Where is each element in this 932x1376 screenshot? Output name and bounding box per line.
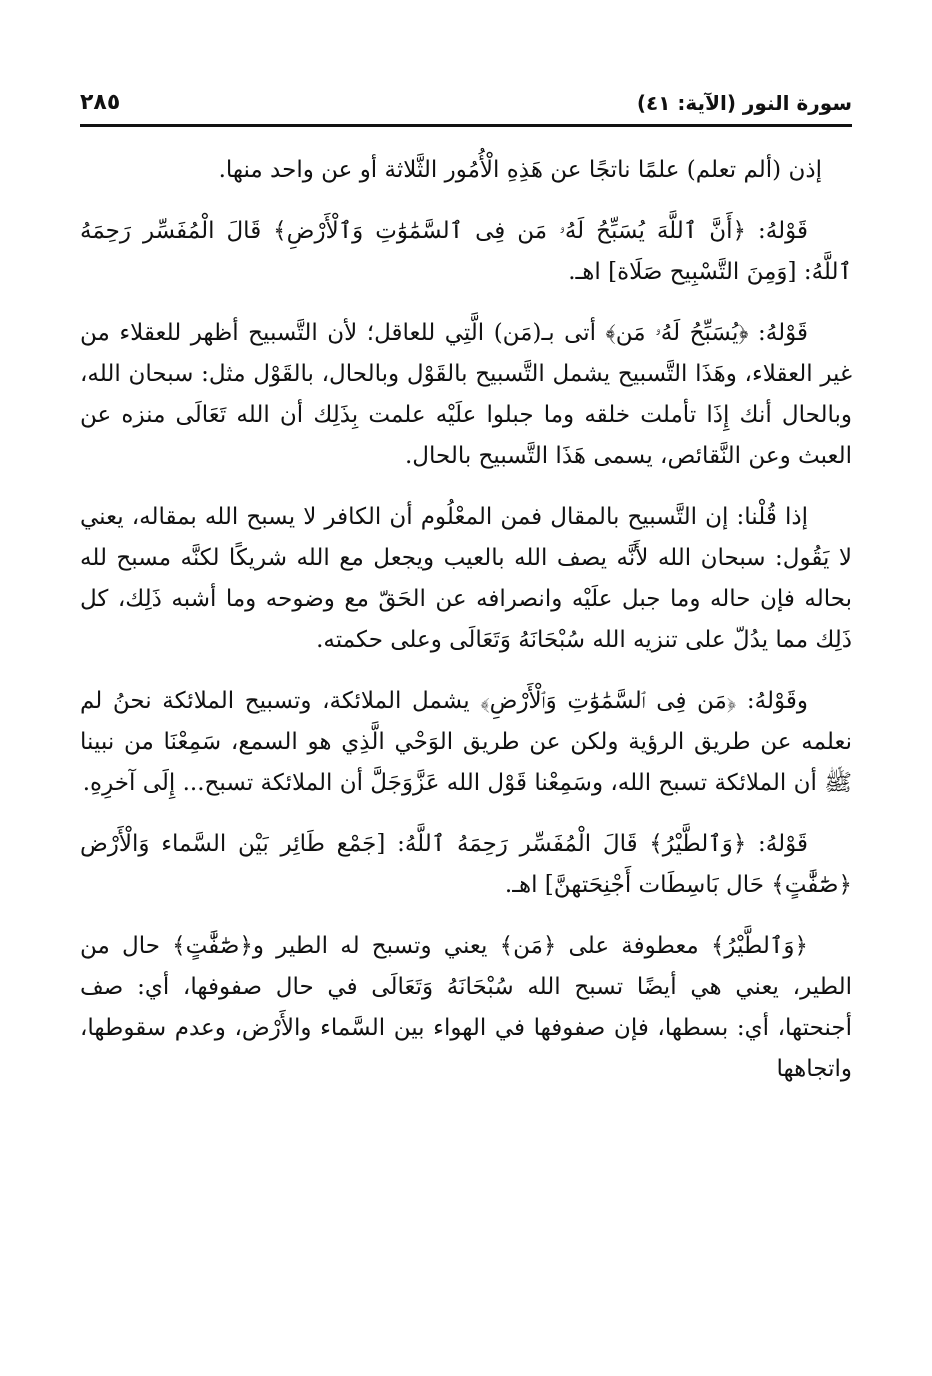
paragraph: قَوْلهُ: ﴿أَنَّ ٱللَّهَ يُسَبِّحُ لَهُۥ مَن فِى ٱلسَّمَٰوَٰتِ وَٱلْأَرْضِ﴾ قَالَ الْمُفَسِّر رَحِمَهُ ٱللَّهُ: [وَمِنَ التَّسْبِيح صَلَاة] اهـ. bbox=[80, 218, 852, 285]
page-header bbox=[80, 88, 852, 127]
paragraph: قَوْلهُ: ﴿وَٱلطَّيْرُ﴾ قَالَ الْمُفَسِّر رَحِمَهُ ٱللَّهُ: [جَمْع طَائِر بَيْن السَّماء وَالْأَرْض ﴿صَٰٓفَّٰتٍ﴾ حَال بَاسِطَات أَجْنِحَتهنَّ] اهـ. bbox=[80, 831, 852, 898]
paragraph: إذا قُلْنا: إن التَّسبيح بالمقال فمن المعْلُوم أن الكافر لا يسبح الله بمقاله، يعني لا يَقُول: سبحان الله لأَنَّه يصف الله بالعيب ويجعل مع الله شريكًا لكنَّه مسبح لله بحاله فإن حاله وما جبل علَيْه وانصرافه عن الحَقّ مع وضوحه وما أشبه ذَلِك، كل ذَلِك مما يدُلّ على تنزيه الله سُبْحَانَهُ وَتَعَالَى وعلى حكمته. bbox=[80, 504, 852, 653]
page-body bbox=[80, 150, 852, 1110]
page-number: ٢٨٥ bbox=[80, 90, 121, 115]
paragraph: إذن (ألم تعلم) علمًا ناتجًا عن هَذِهِ الْأُمُور الثَّلاثة أو عن واحد منها. bbox=[218, 157, 822, 183]
running-title: سورة النور (الآية: ٤١) bbox=[636, 91, 852, 115]
paragraph: ﴿وَٱلطَّيْرُ﴾ معطوفة على ﴿مَن﴾ يعني وتسبح له الطير و﴿صَٰٓفَّٰتٍ﴾ حال من الطير، يعني هي أيضًا تسبح الله سُبْحَانَهُ وَتَعَالَى في حال صفوفها، أي: صف أجنحتها، أي: بسطها، فإن صفوفها في الهواء بين السَّماء والأَرْض، وعدم سقوطها، واتجاهها bbox=[80, 933, 852, 1082]
paragraph: قَوْلهُ: ﴿يُسَبِّحُ لَهُۥ مَن﴾ أتى بـ(مَن) الَّتِي للعاقل؛ لأن التَّسبيح أظهر للعقلاء من غير العقلاء، وهَذَا التَّسبيح يشمل التَّسبيح بالقَوْل وبالحال، بالقَوْل مثل: سبحان الله، وبالحال أنك إِذَا تأملت خلقه وما جبلوا علَيْه علمت بِذَلِك أن الله تَعَالَى منزه عن العبث وعن النَّقائص، يسمى هَذَا التَّسبيح بالحال. bbox=[80, 320, 852, 469]
paragraph: وقَوْلهُ: ﴿مَن فِى ٱلسَّمَٰوَٰتِ وَٱلْأَرْضِ﴾ يشمل الملائكة، وتسبيح الملائكة نحنُ لم نعلمه عن طريق الرؤية ولكن عن طريق الوَحْي الَّذِي هو السمع، سَمِعْنَا من نبينا ﷺ أن الملائكة تسبح الله، وسَمِعْنا قَوْل الله عَزَّوَجَلَّ أن الملائكة تسبح... إِلَى آخرِهِ. bbox=[80, 688, 852, 796]
